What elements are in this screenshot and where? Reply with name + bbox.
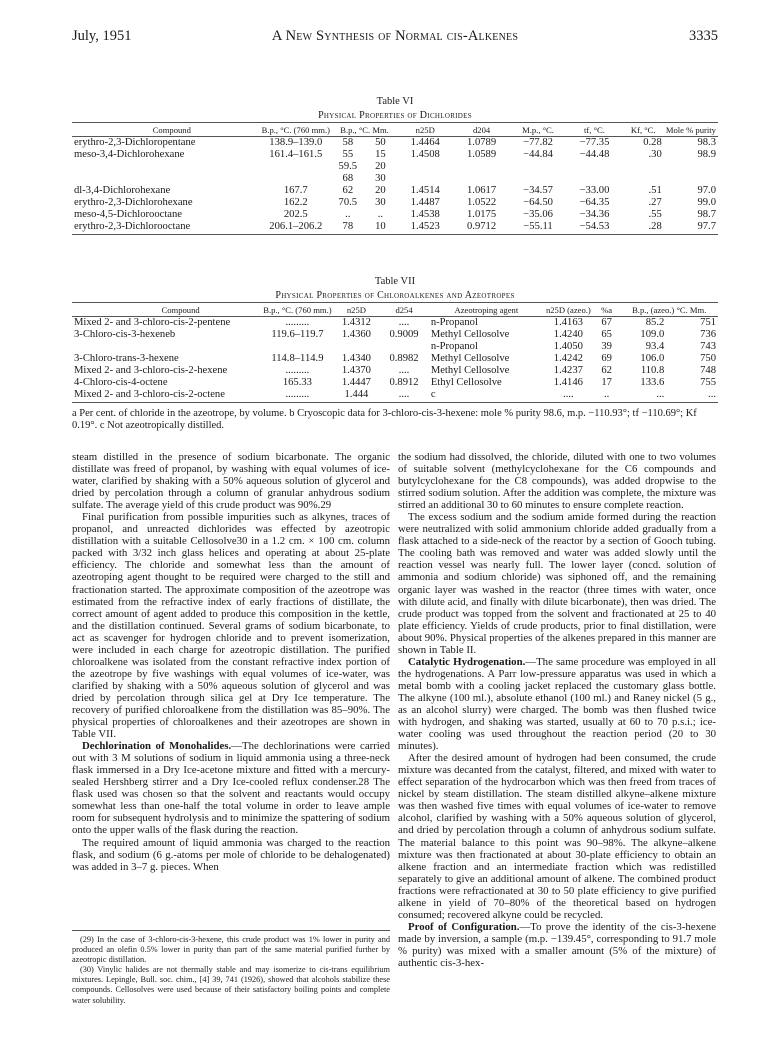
- table7-row: [72, 353, 718, 365]
- left-column: [72, 451, 390, 873]
- t6-bp760-cell: [260, 173, 332, 185]
- t7-mm-cell: 750: [700, 353, 716, 364]
- t6-mp-cell: −35.06: [523, 209, 553, 220]
- t7-nd-azeo-cell: 1.4240: [553, 329, 583, 340]
- t6-purity-cell: [664, 173, 718, 185]
- table6-row: [72, 149, 718, 161]
- t6-purity-cell: 99.0: [697, 197, 716, 208]
- t6-header-purity: Mole % purity: [664, 126, 718, 137]
- t7-mm-cell: 751: [700, 317, 716, 328]
- t6-bpc-cell: 70.5: [338, 197, 358, 208]
- table7-row: [72, 341, 718, 353]
- t6-purity-cell: 98.3: [697, 137, 716, 148]
- t6-density-cell: [453, 173, 509, 185]
- t7-nd-azeo-cell: 1.4163: [553, 317, 583, 328]
- t7-bp-azeo-cell: 93.4: [645, 341, 665, 352]
- footnote-29: (29) In the case of 3-chloro-cis-3-hexene, this crude product was 1% lower in purity and produced an olefin 0.5% lower in purity than part of the same material purified further by azeotropic distillation.: [72, 935, 390, 965]
- table6-row: [72, 185, 718, 197]
- t6-compound-cell: [72, 173, 260, 185]
- table6-row: [72, 221, 718, 235]
- right-para-1: the sodium had dissolved, the chloride, diluted with one to two volumes of suitable solvent (methylcyclohexane for the C6 compounds and butylcyclohexane for the C8 compounds), was added dropwise to the stirred sodium solution. After the addition was complete, the mixture was stirred an additional 30 to 60 minutes to ensure complete reaction.: [398, 451, 716, 512]
- t6-purity-cell: [664, 161, 718, 173]
- t6-bpc-cell: 78: [332, 221, 364, 235]
- footnotes: [72, 935, 390, 1006]
- t7-percent-cell: 67: [601, 317, 612, 328]
- t7-bp-azeo-cell: 85.2: [645, 317, 665, 328]
- t7-nd-azeo-cell: ....: [544, 389, 593, 403]
- t7-header-agent: Azeotroping agent: [429, 306, 544, 317]
- t6-bp760-cell: 206.1–206.2: [260, 221, 332, 235]
- t7-mm-cell: 748: [700, 365, 716, 376]
- footnote-30: (30) Vinylic halides are not thermally stable and may isomerize to cis-trans equilibrium mixtures. Lepingle, Bull. soc. chim., [4] 39, 741 (1926), showed that alcohols stabilize these compounds. Cellosolves were used because of their satisfactory boiling points and complete water solubility.: [72, 965, 390, 1005]
- t7-header-bp-azeo: B.p., (azeo.) °C. Mm.: [620, 306, 718, 317]
- table7-caption: Table VII: [374, 276, 416, 287]
- t6-purity-cell: 98.9: [697, 149, 716, 160]
- right-para-5: [398, 921, 716, 969]
- table7-footnotes: a Per cent. of chloride in the azeotrope, by volume. b Cryoscopic data for 3-chloro-cis-3-hexene: mole % purity 98.6, m.p. −110.93°; tf −110.69°; Kf 0.19°. c Not azeotropically distilled.: [72, 408, 697, 431]
- t6-kf-cell: .30: [648, 149, 662, 160]
- t6-tf-cell: −64.35: [579, 197, 610, 208]
- t7-compound-cell: [72, 341, 261, 353]
- left-para-1: steam distilled in the presence of sodium bicarbonate. The organic distillate was freed of propanol, by washing with equal volumes of ice-water, clarified by shaking with a 50% aqueous solution of glycerol and dried by percolation through a column of granular anhydrous sodium sulfate. The average yield of this crude product was 90%.29: [72, 451, 390, 512]
- t7-bp-azeo-cell: 110.8: [640, 365, 665, 376]
- t6-nd-cell: 1.4464: [410, 137, 440, 148]
- table6-row: [72, 161, 718, 173]
- t7-nd-azeo-cell: 1.4050: [553, 341, 583, 352]
- t6-header-bp-c: B.p., °C.: [340, 125, 371, 135]
- t6-density-cell: 0.9712: [453, 221, 509, 235]
- t7-density-cell: [379, 341, 429, 353]
- t6-header-d: d204: [453, 126, 509, 137]
- t6-tf-cell: −34.36: [579, 209, 610, 220]
- t6-compound-cell: meso-4,5-Dichlorooctane: [74, 209, 182, 220]
- t6-density-cell: 1.0617: [467, 185, 497, 196]
- t7-agent-cell: Methyl Cellosolve: [430, 329, 510, 340]
- t6-purity-cell: 97.0: [697, 185, 716, 196]
- t7-mm-cell: ...: [666, 389, 718, 403]
- running-header: [72, 28, 718, 48]
- table6-subtitle: Physical Properties of Dichlorides: [318, 110, 472, 121]
- table7-row: [72, 377, 718, 389]
- t6-header-nd: n25D: [397, 126, 453, 137]
- table7-row: [72, 317, 718, 330]
- t6-header-tf: tf, °C.: [566, 126, 622, 137]
- t6-kf-cell: .28: [623, 221, 664, 235]
- t7-agent-cell: Methyl Cellosolve: [430, 353, 510, 364]
- t6-purity-cell: 98.7: [697, 209, 716, 220]
- t7-nd-cell: [334, 341, 380, 353]
- t7-header-nd-azeo: n25D (azeo.): [545, 305, 591, 315]
- t6-mm-cell: 15: [375, 149, 386, 160]
- t7-density-cell: ....: [398, 365, 410, 376]
- table6-row: [72, 209, 718, 221]
- t7-nd-cell: 1.4360: [341, 329, 371, 340]
- table6-row: [72, 173, 718, 185]
- t7-agent-cell: n-Propanol: [430, 317, 478, 328]
- header-title: A New Synthesis of Normal cis-Alkenes: [271, 28, 519, 44]
- left-para-3: [72, 740, 390, 836]
- table7-row: [72, 365, 718, 377]
- t7-header-percent: %a: [593, 306, 621, 317]
- t6-compound-cell: erythro-2,3-Dichloropentane: [74, 137, 196, 148]
- t6-bpc-cell: 68: [342, 173, 354, 184]
- t6-bpc-cell: 58: [342, 137, 354, 148]
- t6-density-cell: [453, 161, 509, 173]
- t6-mm-cell: 30: [375, 197, 386, 208]
- t7-nd-cell: 1.4370: [341, 365, 371, 376]
- table7-row: [72, 389, 718, 403]
- t6-compound-cell: erythro-2,3-Dichlorohexane: [74, 197, 193, 208]
- header-page-number: 3335: [689, 28, 718, 44]
- left-para-4: The required amount of liquid ammonia was charged to the reaction flask, and sodium (6 g.-atoms per mole of chloride to be dehalogenated) was added in 3–7 g. pieces. When: [72, 836, 390, 873]
- t7-nd-cell: 1.444: [334, 389, 380, 403]
- table7-subtitle: Physical Properties of Chloroalkenes and Azeotropes: [275, 290, 515, 301]
- t7-bp-cell: .........: [285, 365, 310, 376]
- t6-bp760-cell: 161.4–161.5: [269, 149, 323, 160]
- t7-agent-cell: c: [429, 389, 544, 403]
- t7-bp-cell: 165.33: [282, 377, 312, 388]
- t6-nd-cell: 1.4487: [410, 197, 440, 208]
- t7-nd-cell: 1.4340: [341, 353, 371, 364]
- t7-mm-cell: 736: [700, 329, 716, 340]
- table6-row: [72, 197, 718, 209]
- t6-compound-cell: meso-3,4-Dichlorohexane: [74, 149, 185, 160]
- t6-tf-cell: −44.48: [579, 149, 610, 160]
- t7-header-d: d254: [379, 306, 429, 317]
- t7-bp-azeo-cell: 133.6: [640, 377, 665, 388]
- t6-header-mp: M.p., °C.: [510, 126, 567, 137]
- t7-mm-cell: 743: [700, 341, 716, 352]
- t6-kf-cell: .27: [648, 197, 662, 208]
- t7-density-cell: 0.8912: [389, 377, 419, 388]
- t6-mm-cell: 20: [375, 185, 386, 196]
- t6-mm-cell: 20: [375, 161, 386, 172]
- t6-header-kf: Kf, °C.: [623, 126, 664, 137]
- t7-agent-cell: n-Propanol: [430, 341, 478, 352]
- t7-nd-azeo-cell: 1.4237: [553, 365, 583, 376]
- t6-kf-cell: [623, 173, 664, 185]
- right-column: [398, 451, 716, 969]
- t6-bpc-cell: 59.5: [338, 161, 358, 172]
- t7-percent-cell: 39: [601, 341, 612, 352]
- t7-agent-cell: Methyl Cellosolve: [430, 365, 510, 376]
- t6-compound-cell: erythro-2,3-Dichlorooctane: [72, 221, 260, 235]
- t6-mp-cell: −64.50: [523, 197, 553, 208]
- right-para-4: After the desired amount of hydrogen had been consumed, the crude mixture was decanted from the catalyst, filtered, and mixed with water to effect separation of the hydrocarbon which was then freed from traces of nickel by steam distillation. The steam distilled alkyne–alkene mixture was then washed five times with equal volumes of ice-water to remove alcohol, clarified by washing with a 50% aqueous solution of glycerol, and dried by percolation through a column of anhydrous sodium sulfate. The material balance to this point was 90–98%. The alkyne–alkene mixture was then fractionated at about 30-plate efficiency to obtain an alkene fraction and an intermediate fraction which was redistilled separately to give an additional amount of alkene. The combined product fractions were refractionated at 30 to 50 plate efficiency to give purified alkene in yield of 70–80% of the theoretical based on hydrogen consumed; recovered alkyne could be recycled.: [398, 752, 716, 921]
- t6-mp-cell: −44.84: [523, 149, 553, 160]
- table6-row: [72, 137, 718, 150]
- t7-compound-cell: Mixed 2- and 3-chloro-cis-2-octene: [72, 389, 261, 403]
- t7-percent-cell: 17: [601, 377, 612, 388]
- table6: [72, 122, 718, 235]
- t7-percent-cell: 69: [601, 353, 612, 364]
- t7-bp-azeo-cell: 109.0: [640, 329, 665, 340]
- t6-bp760-cell: 167.7: [283, 185, 308, 196]
- t6-mp-cell: −77.82: [523, 137, 553, 148]
- t6-mp-cell: −34.57: [523, 185, 553, 196]
- t6-density-cell: 1.0589: [467, 149, 497, 160]
- t6-bp760-cell: 202.5: [283, 209, 308, 220]
- t6-nd-cell: 1.4514: [410, 185, 440, 196]
- t7-bp-cell: [261, 341, 333, 353]
- t6-nd-cell: 1.4538: [410, 209, 440, 220]
- t6-density-cell: 1.0789: [467, 137, 497, 148]
- t6-mp-cell: [510, 161, 567, 173]
- t6-tf-cell: −33.00: [579, 185, 610, 196]
- t6-nd-cell: 1.4523: [397, 221, 453, 235]
- t6-header-mm: Mm.: [372, 125, 389, 135]
- t7-nd-cell: 1.4312: [341, 317, 371, 328]
- t7-density-cell: 0.9009: [389, 329, 419, 340]
- t6-compound-cell: dl-3,4-Dichlorohexane: [74, 185, 171, 196]
- t6-mm-cell: 10: [364, 221, 397, 235]
- t6-bp760-cell: [260, 161, 332, 173]
- footnote-rule: [72, 930, 390, 931]
- t7-compound-cell: Mixed 2- and 3-chloro-cis-2-hexene: [74, 365, 228, 376]
- t7-header-nd: n25D: [334, 306, 380, 317]
- t7-nd-azeo-cell: 1.4146: [553, 377, 583, 388]
- right-para-5-text: —To prove the identity of the cis-3-hexene made by inversion, a sample (m.p. −139.45°, corresponding to 91.7 mole % purity) was mixed with a smaller amount (5% of the mixture) of authentic cis-3-hex-: [398, 920, 716, 969]
- t7-percent-cell: 62: [601, 365, 612, 376]
- left-para-3-text: —The dechlorinations were carried out with 3 M solutions of sodium in liquid ammonia using a three-neck flask immersed in a Dry Ice-acetone mixture and fitted with a mercury-sealed Hershberg stirrer and a Dry Ice-cooled reflux condenser.28 The flask used was chosen so that the solvent and reactants would occupy somewhat less than one-half the total volume in order to leave ample room for subsequent hydrolysis and to minimize the spattering of sodium onto the upper walls of the flask during the reaction.: [72, 740, 390, 837]
- t6-kf-cell: [623, 161, 664, 173]
- t6-tf-cell: [566, 173, 622, 185]
- t6-tf-cell: −54.53: [566, 221, 622, 235]
- t6-mp-cell: [510, 173, 567, 185]
- t6-nd-cell: [397, 173, 453, 185]
- t7-agent-cell: Ethyl Cellosolve: [430, 377, 502, 388]
- table6-caption: Table VI: [376, 96, 414, 107]
- t6-header-bp760: B.p., °C. (760 mm.): [261, 125, 330, 135]
- right-para-3: [398, 656, 716, 752]
- t7-compound-cell: 3-Chloro-cis-3-hexeneb: [74, 329, 176, 340]
- t6-density-cell: 1.0522: [467, 197, 497, 208]
- t7-bp-cell: 114.8–114.9: [271, 353, 324, 364]
- t7-compound-cell: 3-Chloro-trans-3-hexene: [74, 353, 179, 364]
- t6-header-bp-reduced: [332, 126, 397, 137]
- section-heading-configuration: Proof of Configuration.: [408, 920, 520, 933]
- t6-mm-cell: ..: [377, 209, 384, 220]
- t6-mp-cell: −55.11: [510, 221, 567, 235]
- t6-kf-cell: .55: [648, 209, 662, 220]
- t7-compound-cell: Mixed 2- and 3-chloro-cis-2-pentene: [74, 317, 231, 328]
- t6-purity-cell: 97.7: [664, 221, 718, 235]
- t7-nd-azeo-cell: 1.4242: [553, 353, 583, 364]
- t6-density-cell: 1.0175: [467, 209, 497, 220]
- t6-compound-cell: [72, 161, 260, 173]
- t6-nd-cell: [397, 161, 453, 173]
- t6-bp760-cell: 162.2: [283, 197, 308, 208]
- table7-row: [72, 329, 718, 341]
- t7-bp-cell: .........: [261, 389, 333, 403]
- left-para-2: Final purification from possible impurities such as alkynes, traces of propanol, and unreacted dichlorides was effected by azeotropic distillation with a suitable Cellosolve30 in a 1.2 cm. × 100 cm. column packed with 3/32 inch glass helices and operating at about 25-plate efficiency. The chloride and somewhat less than the amount of azeotroping agent thought to be required were charged to the still and fractionation started. The approximate composition of the azeotrope was estimated from the refractive index of early fractions of distillate, the correct amount of agent added to produce this composition in the kettle, and the distillation continued. Several grams of sodium bicarbonate, to act as scavenger for hydrogen chloride and to prevent isomerization, were included in each charge for azeotropic distillation. The purified chloroalkene was isolated from the constant refractive index portion of the azeotrope by five washings with equal volumes of ice-water, was clarified by shaking with a 50% aqueous solution of glycerol and was dried by percolation through silica gel at Dry Ice temperature. The recovery of purified chloroalkene from the distillation was 85–90%. The physical properties of chloroalkenes and their azeotropes are shown in Table VII.: [72, 511, 390, 741]
- t6-bpc-cell: 55: [342, 149, 354, 160]
- t7-header-compound: Compound: [72, 306, 261, 317]
- t7-nd-cell: 1.4447: [341, 377, 371, 388]
- t6-tf-cell: [566, 161, 622, 173]
- t7-compound-cell: 4-Chloro-cis-4-octene: [74, 377, 168, 388]
- t7-bp-cell: 119.6–119.7: [271, 329, 324, 340]
- t7-bp-azeo-cell: 106.0: [640, 353, 665, 364]
- t6-kf-cell: .51: [648, 185, 662, 196]
- t7-percent-cell: ..: [593, 389, 621, 403]
- t7-header-bp: B.p., °C. (760 mm.): [263, 305, 332, 315]
- t7-bp-cell: .........: [285, 317, 310, 328]
- t7-percent-cell: 65: [601, 329, 612, 340]
- t6-bpc-cell: 62: [342, 185, 354, 196]
- t7-density-cell: ....: [398, 317, 410, 328]
- t6-mm-cell: 50: [375, 137, 386, 148]
- t6-header-compound: Compound: [72, 126, 260, 137]
- t7-density-cell: 0.8982: [389, 353, 419, 364]
- table7: [72, 302, 718, 403]
- t7-mm-cell: 755: [700, 377, 716, 388]
- header-date: July, 1951: [72, 28, 132, 44]
- t7-density-cell: ....: [379, 389, 429, 403]
- t6-kf-cell: 0.28: [643, 137, 662, 148]
- t6-mm-cell: 30: [375, 173, 386, 184]
- right-para-3-text: —The same procedure was employed in all the hydrogenations. A Parr low-pressure apparatus was used in which a metal bomb with a cooling jacket replaced the customary glass bottle. The alkyne (100 ml.), absolute ethanol (100 ml.) and Raney nickel (5 g., as an alcohol slurry) were charged. The bomb was then flushed twice with hydrogen, and shaking was started, usually at 60 to 70 p.s.i.; ice-water cooling was used throughout the reaction period (20 to 30 minutes).: [398, 655, 717, 753]
- section-heading-dechlorination: Dechlorination of Monohalides.: [82, 740, 232, 753]
- t6-nd-cell: 1.4508: [410, 149, 440, 160]
- section-heading-hydrogenation: Catalytic Hydrogenation.: [408, 655, 526, 668]
- t7-bp-azeo-cell: ...: [620, 389, 666, 403]
- t6-bp760-cell: 138.9–139.0: [269, 137, 323, 148]
- right-para-2: The excess sodium and the sodium amide formed during the reaction were neutralized with solid ammonium chloride added gradually from a flask attached to a side-neck of the reactor by a section of Gooch tubing. The cooling bath was removed and water was added slowly until the reaction vessel was nearly full. The lower layer (concd. solution of ammonia and sodium chloride) was siphoned off, and the remaining organic layer was washed in the reactor (three times with water, once with dilute acid, and finally with dilute bicarbonate), then was dried. The crude product was topped from the solvent and fractionated at 25 to 40 plate efficiency. Yields of crude products, prior to final distillation, were about 90%. Physical properties of the alkenes prepared in this manner are shown in Table II.: [398, 511, 716, 656]
- t6-tf-cell: −77.35: [579, 137, 610, 148]
- t6-bpc-cell: ..: [345, 209, 351, 220]
